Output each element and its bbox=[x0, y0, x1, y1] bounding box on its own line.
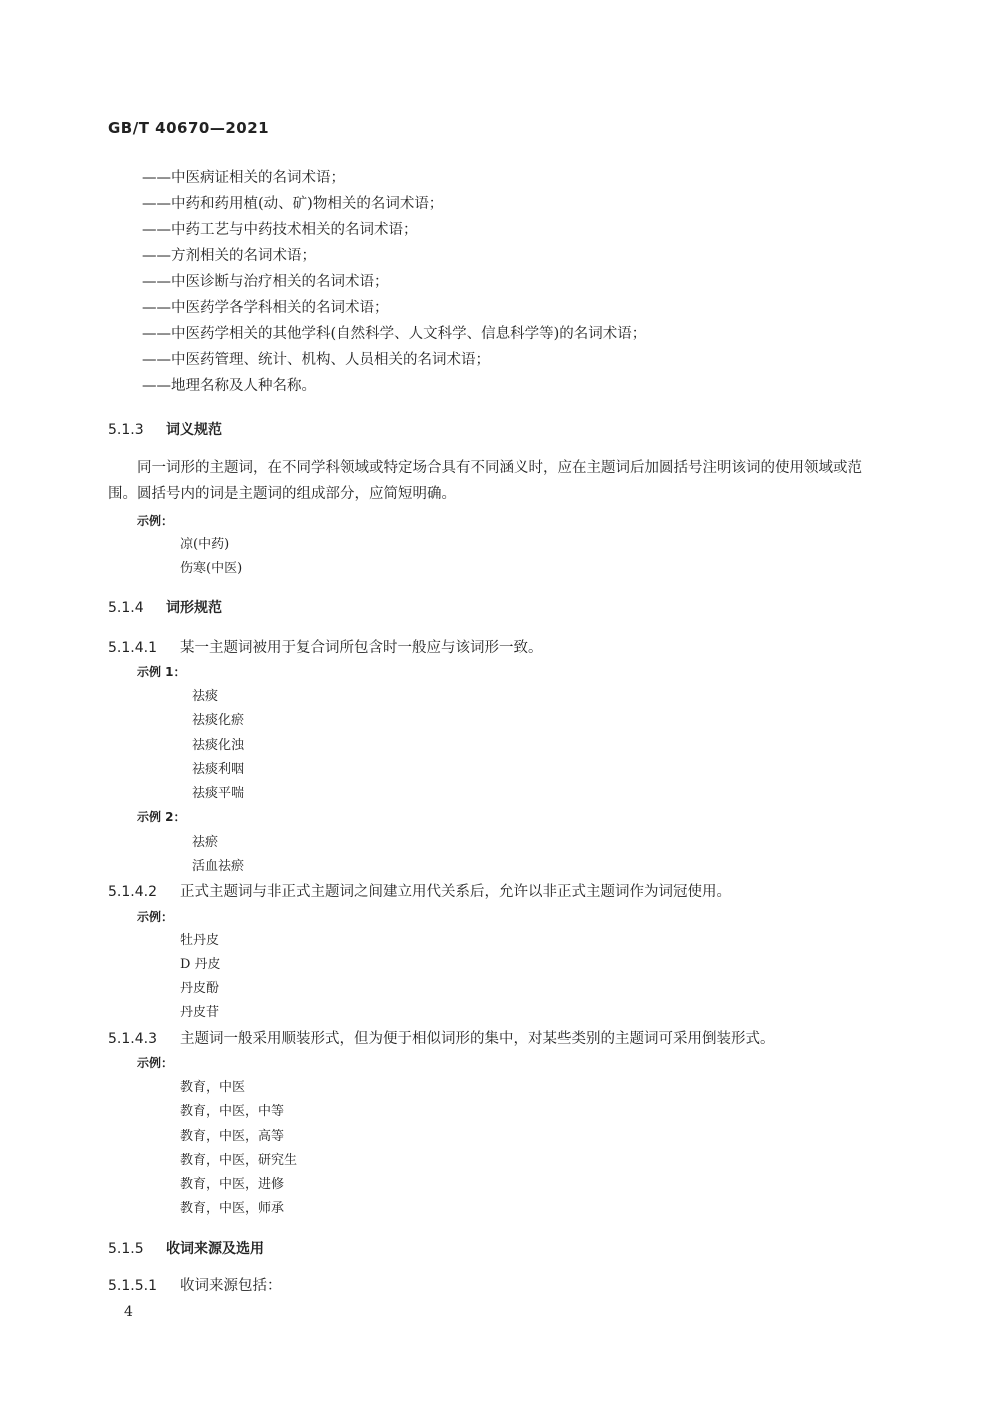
example-label: 示例： bbox=[137, 1056, 174, 1070]
list-item: ——中医诊断与治疗相关的名词术语； bbox=[142, 274, 389, 290]
section-title: 词义规范 bbox=[166, 422, 222, 438]
page-number: 4 bbox=[124, 1304, 133, 1320]
example-item: 教育，中医，高等 bbox=[180, 1129, 285, 1144]
example-label: 示例 2： bbox=[137, 810, 186, 824]
standard-number: GB/T 40670—2021 bbox=[108, 119, 270, 137]
example-label: 示例 1： bbox=[137, 665, 186, 679]
section-number: 5.1.5 bbox=[108, 1241, 144, 1257]
clause-5-1-4-1 bbox=[108, 636, 543, 657]
clause-5-1-5-1 bbox=[108, 1274, 282, 1295]
example-item: 祛痰利咽 bbox=[192, 762, 245, 777]
list-item: ——中医药学各学科相关的名词术语； bbox=[142, 300, 389, 316]
example-item: D 丹皮 bbox=[180, 957, 221, 972]
section-title: 收词来源及选用 bbox=[166, 1241, 264, 1257]
clause-text: 收词来源包括： bbox=[180, 1278, 282, 1294]
list-item: ——中医病证相关的名词术语； bbox=[142, 170, 345, 186]
section-title: 词形规范 bbox=[166, 600, 222, 616]
clause-5-1-4-2 bbox=[108, 880, 731, 901]
example-item: 祛痰 bbox=[192, 689, 219, 704]
list-item: ——方剂相关的名词术语； bbox=[142, 248, 316, 264]
example-item: 活血祛瘀 bbox=[192, 859, 245, 874]
clause-text: 某一主题词被用于复合词所包含时一般应与该词形一致。 bbox=[180, 640, 543, 656]
section-paragraph: 同一词形的主题词，在不同学科领域或特定场合具有不同涵义时，应在主题词后加圆括号注明该词的使用领域或范围。圆括号内的词是主题词的组成部分，应简短明确。 bbox=[108, 460, 862, 502]
clause-text: 主题词一般采用顺装形式，但为便于相似词形的集中，对某些类别的主题词可采用倒装形式。 bbox=[180, 1031, 775, 1047]
example-label: 示例： bbox=[137, 514, 174, 528]
section-heading-5-1-4 bbox=[108, 597, 222, 617]
example-item: 教育，中医，进修 bbox=[180, 1177, 285, 1192]
section-number: 5.1.3 bbox=[108, 422, 144, 438]
list-item: ——中医药学相关的其他学科(自然科学、人文科学、信息科学等)的名词术语； bbox=[142, 326, 647, 342]
section-heading-5-1-5 bbox=[108, 1238, 264, 1258]
example-item: 祛瘀 bbox=[192, 835, 219, 850]
example-item: 祛痰化浊 bbox=[192, 738, 245, 753]
section-number: 5.1.4 bbox=[108, 600, 144, 616]
list-item: ——中药和药用植(动、矿)物相关的名词术语； bbox=[142, 196, 444, 212]
clause-number: 5.1.4.2 bbox=[108, 884, 157, 900]
example-item: 教育，中医，研究生 bbox=[180, 1153, 298, 1168]
clause-text: 正式主题词与非正式主题词之间建立用代关系后，允许以非正式主题词作为词冠使用。 bbox=[180, 884, 731, 900]
clause-5-1-4-3 bbox=[108, 1027, 775, 1048]
example-item: 伤寒(中医) bbox=[180, 561, 243, 576]
clause-number: 5.1.5.1 bbox=[108, 1278, 157, 1294]
clause-number: 5.1.4.1 bbox=[108, 640, 157, 656]
example-item: 祛痰平喘 bbox=[192, 786, 245, 801]
example-label: 示例： bbox=[137, 910, 174, 924]
list-item: ——中药工艺与中药技术相关的名词术语； bbox=[142, 222, 418, 238]
list-item: ——地理名称及人种名称。 bbox=[142, 378, 316, 394]
example-item: 牡丹皮 bbox=[180, 933, 220, 948]
example-item: 教育，中医 bbox=[180, 1080, 246, 1095]
example-item: 教育，中医，师承 bbox=[180, 1201, 285, 1216]
example-item: 丹皮酚 bbox=[180, 981, 220, 996]
example-item: 凉(中药) bbox=[180, 537, 230, 552]
section-heading-5-1-3 bbox=[108, 419, 222, 439]
clause-number: 5.1.4.3 bbox=[108, 1031, 157, 1047]
example-item: 教育，中医，中等 bbox=[180, 1104, 285, 1119]
example-item: 祛痰化瘀 bbox=[192, 713, 245, 728]
example-item: 丹皮苷 bbox=[180, 1005, 220, 1020]
list-item: ——中医药管理、统计、机构、人员相关的名词术语； bbox=[142, 352, 490, 368]
